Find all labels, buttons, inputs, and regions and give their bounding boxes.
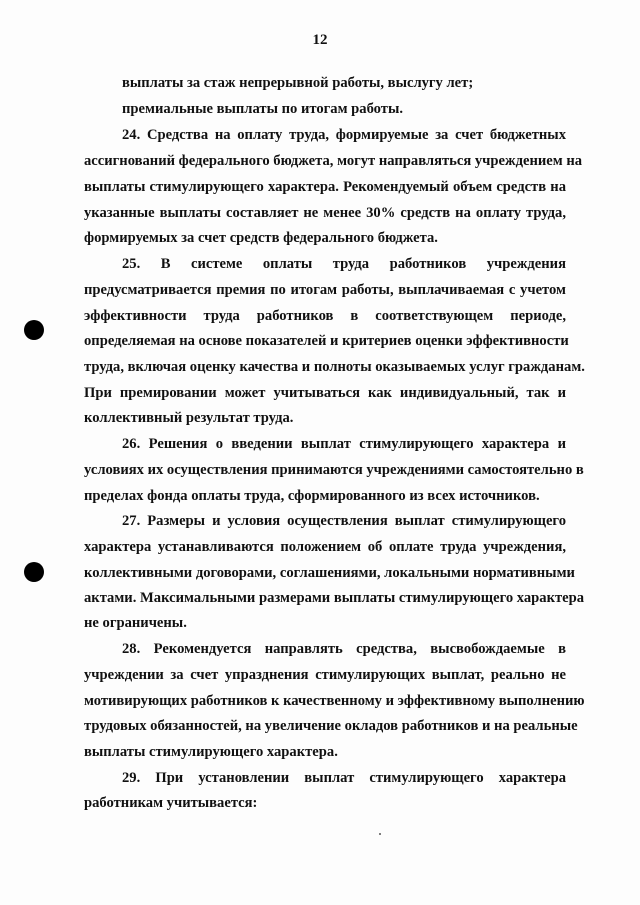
text-line: мотивирующих работников к качественному и эффективному выполнению <box>84 693 585 709</box>
text-line: эффективности труда работников в соответствующем периоде, <box>84 308 566 324</box>
text-line: коллективный результат труда. <box>84 410 294 426</box>
text-line: характера устанавливаются положением об оплате труда учреждения, <box>84 539 566 555</box>
scan-speck <box>379 833 381 835</box>
text-line: определяемая на основе показателей и критериев оценки эффективности <box>84 333 569 349</box>
text-line: не ограничены. <box>84 615 187 631</box>
text-line: предусматривается премия по итогам работы, выплачиваемая с учетом <box>84 282 566 298</box>
text-line: При премировании может учитываться как индивидуальный, так и <box>84 385 566 401</box>
text-line: коллективными договорами, соглашениями, локальными нормативными <box>84 565 575 581</box>
text-line: работникам учитывается: <box>84 795 258 811</box>
text-line: выплаты стимулирующего характера. <box>84 744 338 760</box>
text-line: указанные выплаты составляет не менее 30% средств на оплату труда, <box>84 205 566 221</box>
text-line: выплаты стимулирующего характера. Рекомендуемый объем средств на <box>84 179 566 195</box>
text-line: пределах фонда оплаты труда, сформированного из всех источников. <box>84 488 540 504</box>
text-line: ассигнований федерального бюджета, могут направляться учреждением на <box>84 153 583 169</box>
binder-hole-mark <box>24 562 44 582</box>
binder-hole-mark <box>24 320 44 340</box>
text-line: 29. При установлении выплат стимулирующего характера <box>122 770 566 786</box>
text-line: 28. Рекомендуется направлять средства, высвобождаемые в <box>122 641 566 657</box>
text-line: труда, включая оценку качества и полноты оказываемых услуг гражданам. <box>84 359 585 375</box>
text-line: учреждении за счет упразднения стимулирующих выплат, реально не <box>84 667 566 683</box>
text-line: трудовых обязанностей, на увеличение окладов работников и на реальные <box>84 718 578 734</box>
text-line: формируемых за счет средств федерального бюджета. <box>84 230 438 246</box>
text-line: премиальные выплаты по итогам работы. <box>122 101 403 117</box>
text-line: 27. Размеры и условия осуществления выплат стимулирующего <box>122 513 566 529</box>
text-line: 24. Средства на оплату труда, формируемые за счет бюджетных <box>122 127 566 143</box>
text-line: выплаты за стаж непрерывной работы, выслугу лет; <box>122 75 474 91</box>
text-line: актами. Максимальными размерами выплаты стимулирующего характера <box>84 590 585 606</box>
page-number: 12 <box>312 32 328 48</box>
text-line: 26. Решения о введении выплат стимулирующего характера и <box>122 436 566 452</box>
text-line: 25. В системе оплаты труда работников учреждения <box>122 256 566 272</box>
text-line: условиях их осуществления принимаются учреждениями самостоятельно в <box>84 462 584 478</box>
